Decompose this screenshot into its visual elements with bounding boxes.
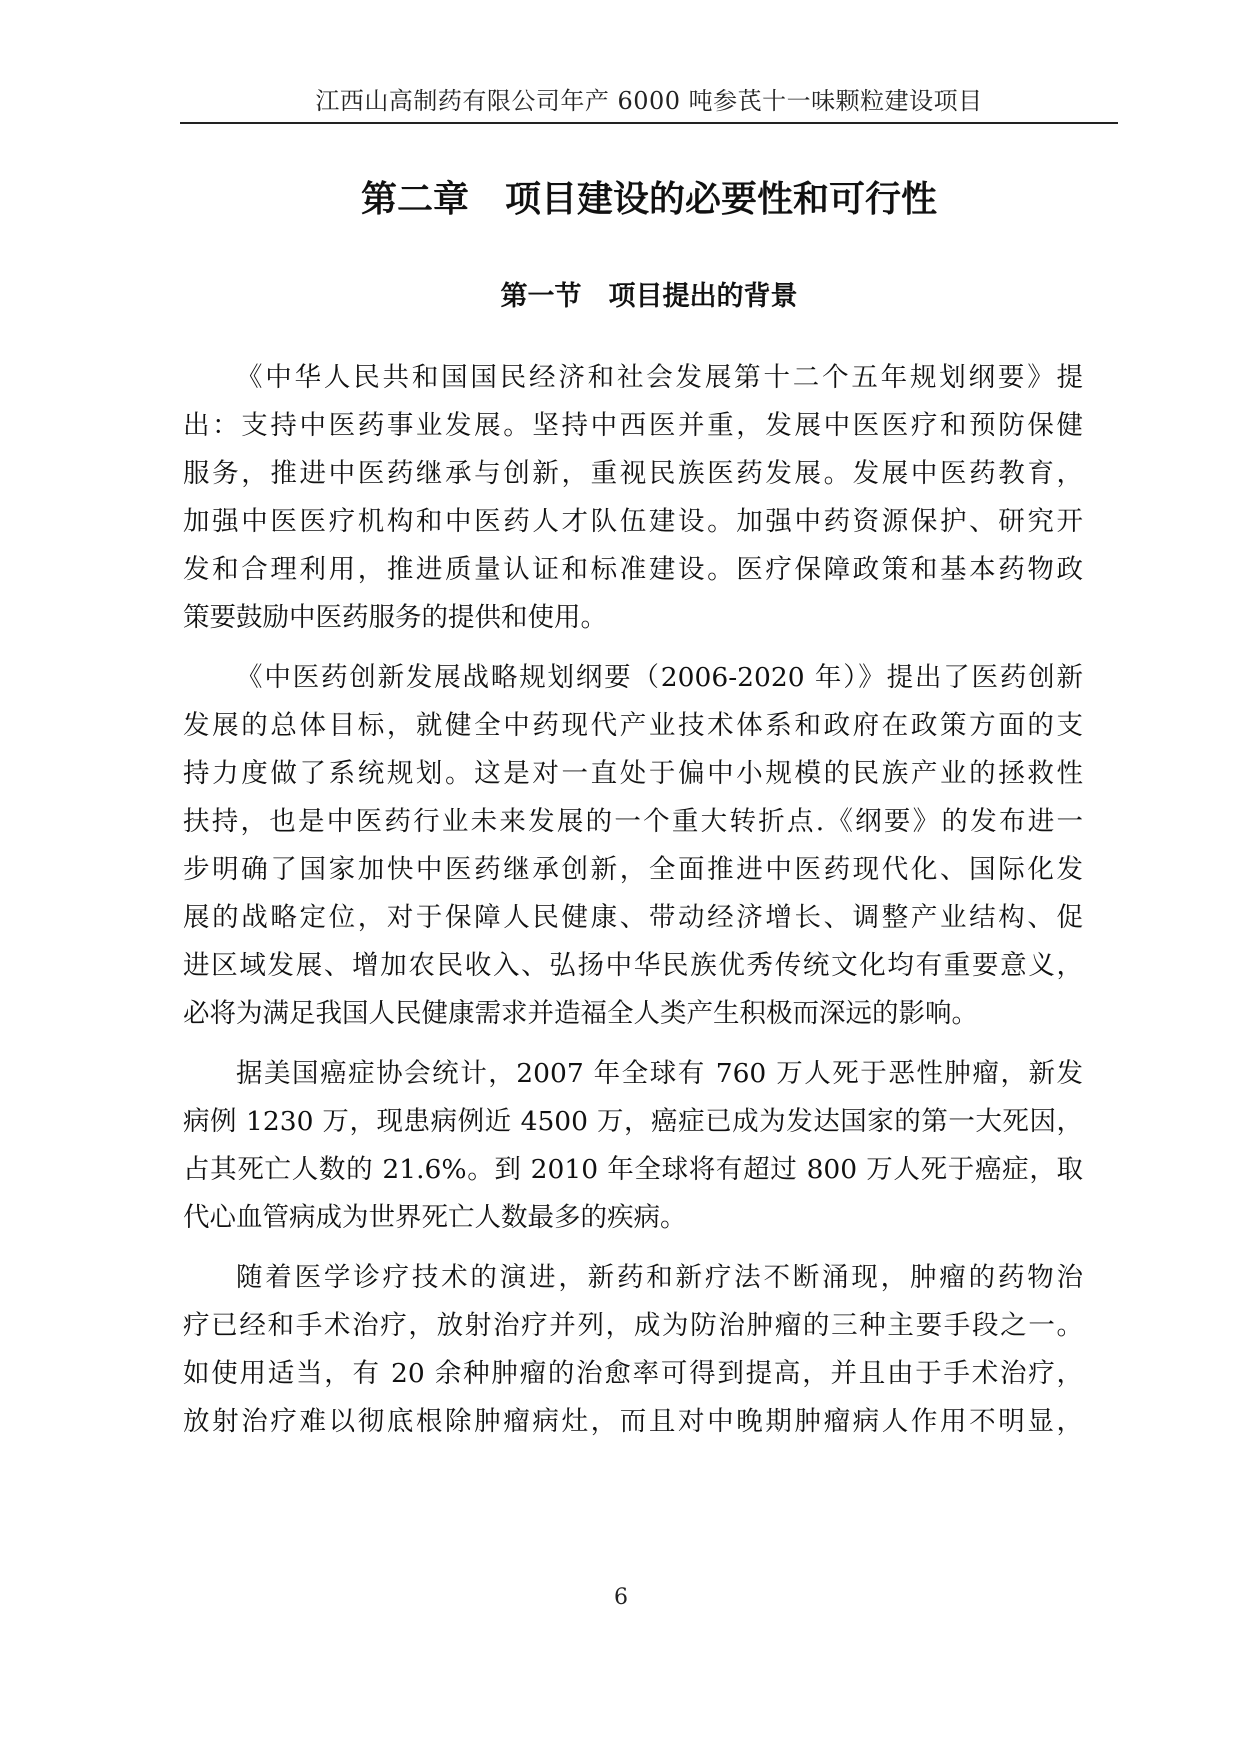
text-line: 持力度做了系统规划。这是对一直处于偏中小规模的民族产业的拯救性 — [183, 758, 1083, 789]
text-line: 出：支持中医药事业发展。坚持中西医并重，发展中医医疗和预防保健 — [183, 410, 1083, 441]
text-line: 疗已经和手术治疗，放射治疗并列，成为防治肿瘤的三种主要手段之一。 — [183, 1310, 1083, 1341]
paragraph-1 — [183, 354, 1083, 642]
text-line: 随着医学诊疗技术的演进，新药和新疗法不断涌现，肿瘤的药物治 — [236, 1262, 1083, 1293]
paragraph-4 — [183, 1254, 1083, 1446]
text-line: 步明确了国家加快中医药继承创新，全面推进中医药现代化、国际化发 — [183, 854, 1083, 885]
header-rule — [180, 122, 1118, 124]
text-line: 病例 1230 万，现患病例近 4500 万，癌症已成为发达国家的第一大死因， — [183, 1106, 1083, 1137]
text-line: 必将为满足我国人民健康需求并造福全人类产生积极而深远的影响。 — [183, 998, 978, 1029]
text-line: 策要鼓励中医药服务的提供和使用。 — [183, 602, 607, 633]
text-line: 占其死亡人数的 21.6%。到 2010 年全球将有超过 800 万人死于癌症，取 — [183, 1154, 1083, 1185]
text-line: 发和合理利用，推进质量认证和标准建设。医疗保障政策和基本药物政 — [183, 554, 1083, 585]
text-line: 进区域发展、增加农民收入、弘扬中华民族优秀传统文化均有重要意义， — [183, 950, 1083, 981]
text-line: 据美国癌症协会统计，2007 年全球有 760 万人死于恶性肿瘤，新发 — [236, 1058, 1083, 1089]
section-title: 第一节 项目提出的背景 — [500, 281, 798, 312]
text-line: 代心血管病成为世界死亡人数最多的疾病。 — [183, 1202, 687, 1233]
paragraph-3 — [183, 1050, 1083, 1242]
text-line: 发展的总体目标，就健全中药现代产业技术体系和政府在政策方面的支 — [183, 710, 1083, 741]
text-line: 加强中医医疗机构和中医药人才队伍建设。加强中药资源保护、研究开 — [183, 506, 1083, 537]
paragraph-2 — [183, 654, 1083, 1038]
text-line: 如使用适当，有 20 余种肿瘤的治愈率可得到提高，并且由于手术治疗， — [183, 1358, 1083, 1389]
text-line: 《中医药创新发展战略规划纲要（2006-2020 年）》提出了医药创新 — [236, 662, 1083, 693]
body-text — [183, 354, 1083, 1446]
chapter-title: 第二章 项目建设的必要性和可行性 — [360, 179, 937, 220]
text-line: 展的战略定位，对于保障人民健康、带动经济增长、调整产业结构、促 — [183, 902, 1083, 933]
page-number: 6 — [614, 1585, 628, 1610]
page-header: 江西山高制药有限公司年产 6000 吨参芪十一味颗粒建设项目 — [315, 87, 983, 115]
text-line: 放射治疗难以彻底根除肿瘤病灶，而且对中晚期肿瘤病人作用不明显， — [183, 1406, 1083, 1437]
text-line: 扶持，也是中医药行业未来发展的一个重大转折点.《纲要》的发布进一 — [183, 806, 1083, 837]
text-line: 服务，推进中医药继承与创新，重视民族医药发展。发展中医药教育， — [183, 458, 1083, 489]
text-line: 《中华人民共和国国民经济和社会发展第十二个五年规划纲要》提 — [236, 362, 1083, 393]
